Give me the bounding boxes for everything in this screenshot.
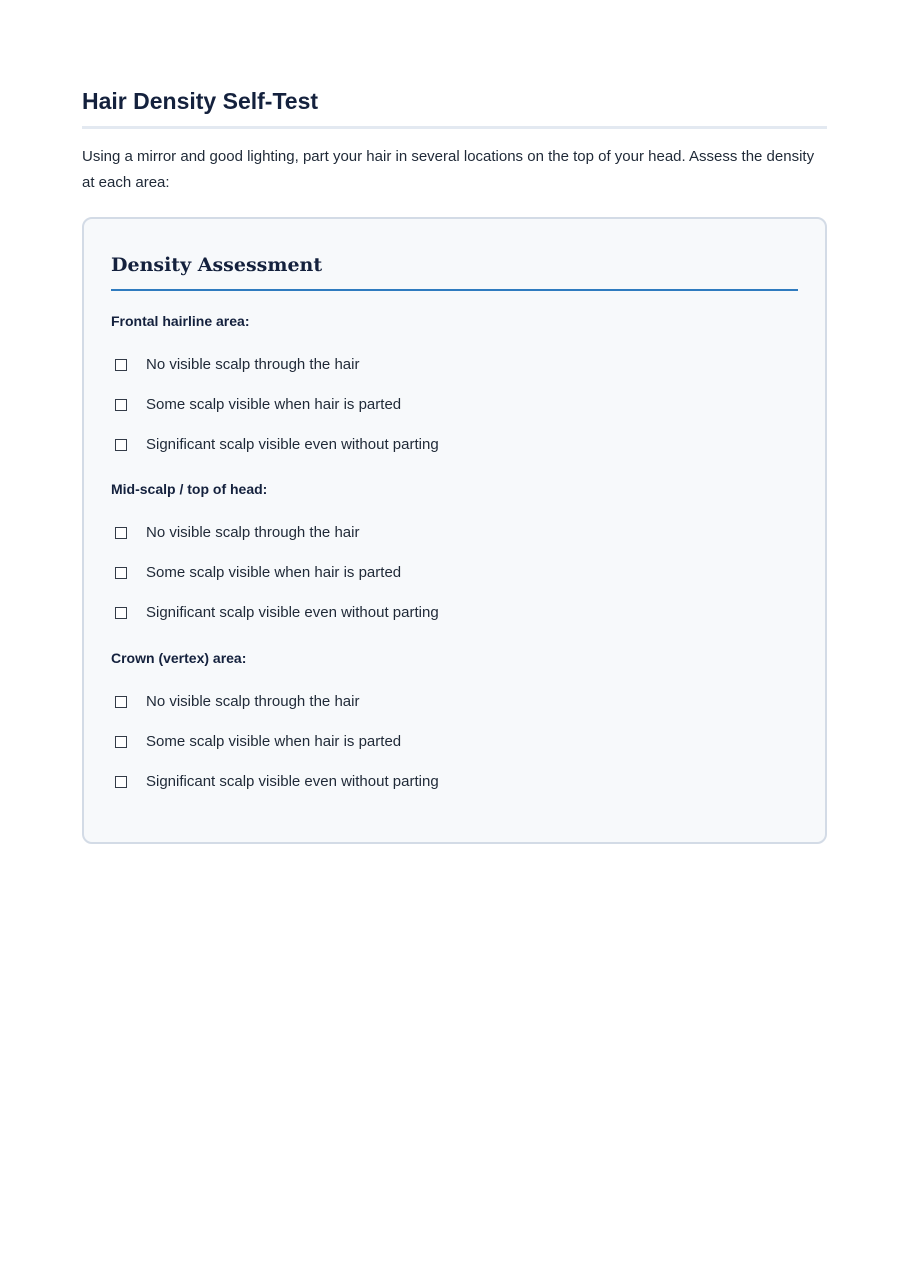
card-title: Density Assessment [111,254,323,276]
option-row[interactable] [111,385,798,425]
section-label: Mid-scalp / top of head: [111,481,268,497]
option-label: Significant scalp visible even without parting [146,436,439,453]
checkbox[interactable] [115,776,127,788]
option-label: No visible scalp through the hair [146,693,360,710]
intro-paragraph: Using a mirror and good lighting, part your hair in several locations on the top of your head. Assess the density at each area: [82,148,815,191]
option-label: Some scalp visible when hair is parted [146,396,402,413]
option-label: Some scalp visible when hair is parted [146,733,402,750]
option-label: Some scalp visible when hair is parted [146,564,402,581]
checkbox[interactable] [115,736,127,748]
card-title-divider [111,289,798,291]
option-label: No visible scalp through the hair [146,524,360,541]
section-mid-scalp [111,479,798,633]
checkbox[interactable] [115,696,127,708]
title-divider [82,126,827,129]
checkbox[interactable] [115,399,127,411]
section-frontal-hairline [111,311,798,465]
page-title: Hair Density Self-Test [82,88,319,114]
option-label: Significant scalp visible even without parting [146,773,439,790]
option-row[interactable] [111,513,798,553]
option-row[interactable] [111,345,798,385]
option-row[interactable] [111,425,798,465]
checkbox[interactable] [115,567,127,579]
density-assessment-card [82,217,827,844]
checkbox[interactable] [115,439,127,451]
option-row[interactable] [111,762,798,802]
section-crown-vertex [111,648,798,802]
section-label: Crown (vertex) area: [111,650,247,666]
section-label: Frontal hairline area: [111,313,250,329]
option-row[interactable] [111,722,798,762]
option-row[interactable] [111,553,798,593]
checkbox[interactable] [115,607,127,619]
option-label: No visible scalp through the hair [146,356,360,373]
option-label: Significant scalp visible even without parting [146,604,439,621]
option-row[interactable] [111,682,798,722]
option-row[interactable] [111,593,798,633]
checkbox[interactable] [115,359,127,371]
checkbox[interactable] [115,527,127,539]
